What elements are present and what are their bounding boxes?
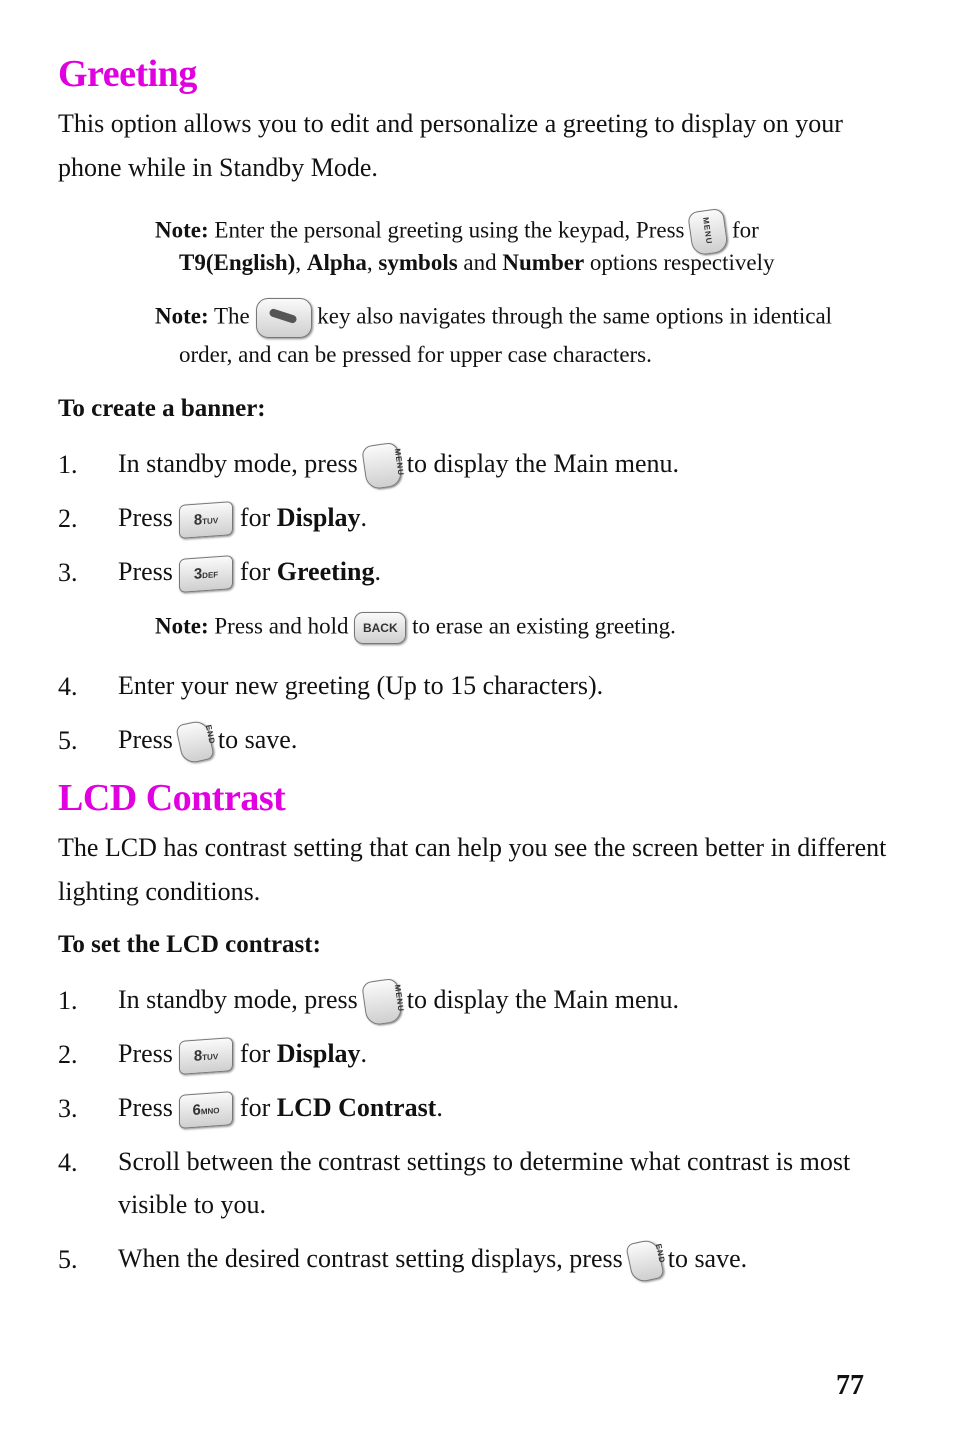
lcd-intro-line2: lighting conditions. bbox=[58, 877, 261, 906]
create-banner-heading: To create a banner: bbox=[58, 395, 266, 422]
step-number: 3. bbox=[58, 1094, 78, 1123]
greeting-step-4: Enter your new greeting (Up to 15 characters). bbox=[118, 671, 604, 700]
step-number: 3. bbox=[58, 558, 78, 587]
menu-key-icon: MENU bbox=[687, 208, 729, 257]
note-navkey-line1: Note: The key also navigates through the same options in identical bbox=[155, 298, 832, 338]
step-number: 4. bbox=[58, 672, 78, 701]
lcd-step-5: When the desired contrast setting displays, press END to save. bbox=[118, 1237, 747, 1281]
lcd-step-4-line1: Scroll between the contrast settings to determine what contrast is most bbox=[118, 1147, 851, 1176]
note-text: for bbox=[732, 217, 759, 243]
note-label: Note: bbox=[155, 217, 209, 243]
key-3-icon: 3DEF bbox=[179, 555, 233, 593]
key-6-icon: 6MNO bbox=[179, 1091, 233, 1129]
back-key-icon: BACK bbox=[354, 612, 406, 644]
step-number: 2. bbox=[58, 1040, 78, 1069]
note-navkey-line2: order, and can be pressed for upper case characters. bbox=[179, 342, 652, 367]
note-label: Note: bbox=[155, 303, 209, 329]
greeting-step-2: Press 8TUV for Display. bbox=[118, 496, 367, 540]
note-keypad-line1 bbox=[155, 210, 759, 254]
lcd-step-1: In standby mode, press MENU to display the Main menu. bbox=[118, 978, 679, 1024]
end-key-icon: END bbox=[625, 1238, 665, 1284]
step-number: 5. bbox=[58, 726, 78, 755]
lcd-contrast-title: LCD Contrast bbox=[58, 777, 286, 819]
lcd-intro-line1: The LCD has contrast setting that can help you see the screen better in different bbox=[58, 833, 887, 862]
step-number: 1. bbox=[58, 986, 78, 1015]
lcd-contrast-heading: To set the LCD contrast: bbox=[58, 931, 321, 958]
note-keypad-line2: T9(English), Alpha, symbols and Number options respectively bbox=[179, 250, 775, 275]
number-option: Number bbox=[502, 250, 585, 275]
key-8-icon: 8TUV bbox=[179, 1037, 233, 1075]
greeting-title: Greeting bbox=[58, 53, 197, 95]
menu-key-icon: MENU bbox=[361, 442, 403, 491]
greeting-step-5: Press END to save. bbox=[118, 718, 297, 762]
note-text: Enter the personal greeting using the keypad, Press bbox=[214, 217, 685, 243]
greeting-intro-line2: phone while in Standby Mode. bbox=[58, 153, 378, 182]
lcd-step-2: Press 8TUV for Display. bbox=[118, 1032, 367, 1076]
page-number: 77 bbox=[836, 1370, 864, 1401]
step-number: 4. bbox=[58, 1148, 78, 1177]
menu-key-icon: MENU bbox=[361, 978, 403, 1027]
greeting-step-1: In standby mode, press MENU to display the Main menu. bbox=[118, 442, 679, 488]
greeting-intro-line1: This option allows you to edit and personalize a greeting to display on your bbox=[58, 109, 843, 138]
step-number: 2. bbox=[58, 504, 78, 533]
note-label: Note: bbox=[155, 613, 209, 639]
navigation-key-icon bbox=[256, 298, 312, 338]
lcd-step-4-line2: visible to you. bbox=[118, 1190, 267, 1219]
lcd-step-3: Press 6MNO for LCD Contrast. bbox=[118, 1086, 443, 1130]
symbols-option: symbols bbox=[378, 250, 458, 275]
t9-option: T9(English) bbox=[179, 250, 296, 275]
key-8-icon: 8TUV bbox=[179, 501, 233, 539]
step-number: 5. bbox=[58, 1245, 78, 1274]
step-number: 1. bbox=[58, 450, 78, 479]
end-key-icon: END bbox=[176, 719, 216, 765]
alpha-option: Alpha bbox=[306, 250, 367, 275]
greeting-step-3: Press 3DEF for Greeting. bbox=[118, 550, 381, 594]
note-erase: Note: Press and hold BACK to erase an existing greeting. bbox=[155, 612, 676, 644]
